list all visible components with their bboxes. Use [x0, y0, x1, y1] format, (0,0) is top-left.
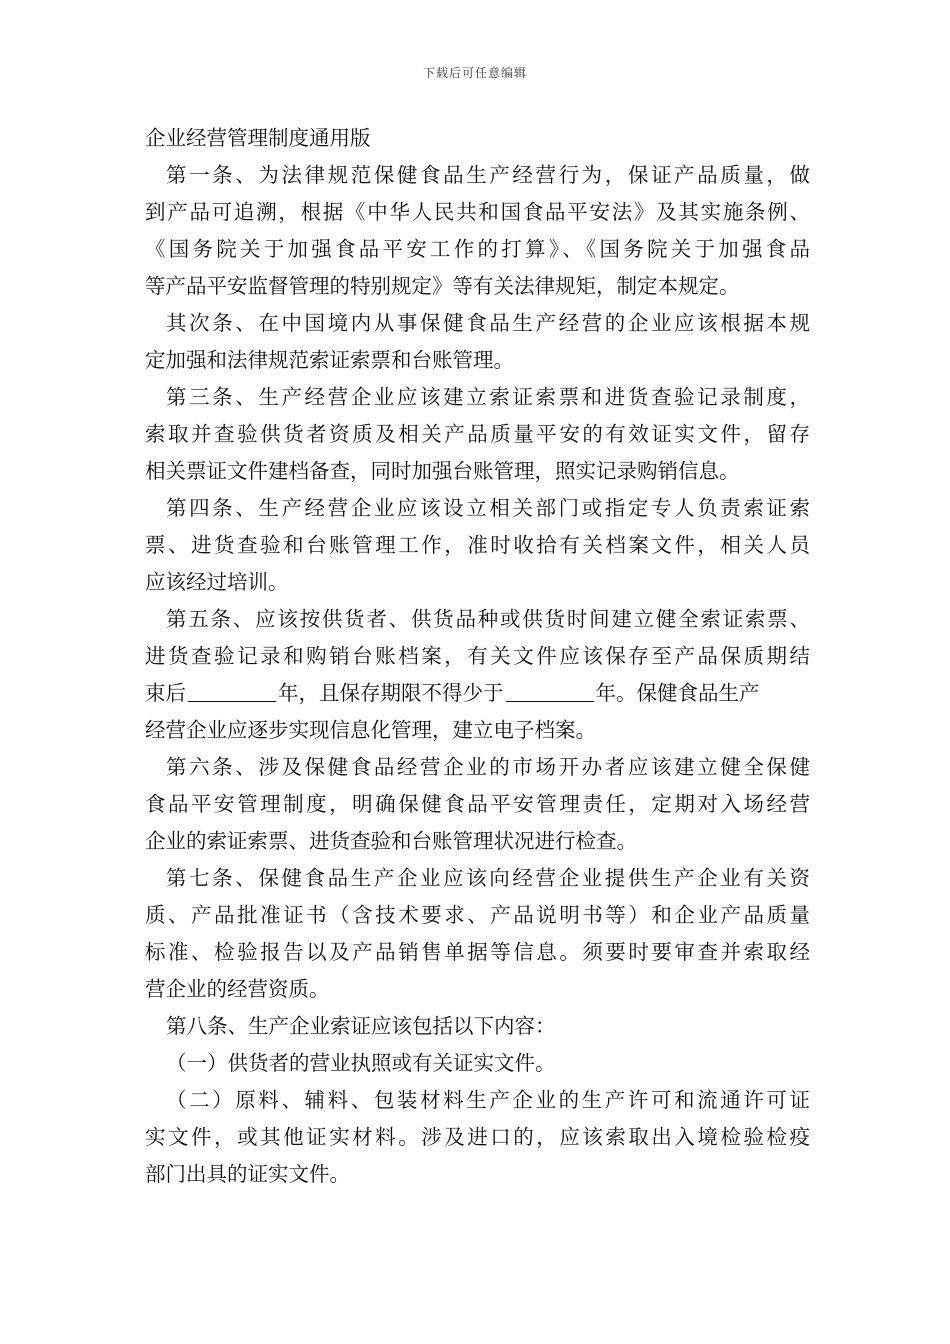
- text-line: 《国务院关于加强食品平安工作的打算》、《国务院关于加强食品: [145, 237, 810, 261]
- article-4: [145, 490, 810, 601]
- text-line: 定加强和法律规范索证索票和台账管理。: [145, 348, 514, 372]
- text-line: （一）供货者的营业执照或有关证实文件。: [166, 1051, 556, 1075]
- text-line: 第四条、生产经营企业应该设立相关部门或指定专人负责索证索: [166, 496, 810, 520]
- text-line: 第六条、涉及保健食品经营企业的市场开办者应该建立健全保健: [166, 755, 810, 779]
- text-line: 第一条、为法律规范保健食品生产经营行为，保证产品质量，做: [166, 163, 810, 187]
- article-8: [145, 1008, 810, 1045]
- header-note: 下载后可任意编辑: [422, 66, 527, 80]
- article-7: [145, 860, 810, 1008]
- text-line: 第八条、生产企业索证应该包括以下内容：: [166, 1014, 556, 1038]
- text-line: 食品平安管理制度，明确保健食品平安管理责任，定期对入场经营: [145, 792, 810, 816]
- article-8-item-1: [145, 1045, 810, 1082]
- article-1: [145, 157, 810, 305]
- text-line: 第三条、生产经营企业应该建立索证索票和进货查验记录制度，: [166, 385, 810, 409]
- text-line: 实文件，或其他证实材料。涉及进口的，应该索取出入境检验检疫: [145, 1125, 810, 1149]
- text-line: 营企业的经营资质。: [145, 977, 330, 1001]
- text-line: 索取并查验供货者资质及相关产品质量平安的有效证实文件，留存: [145, 422, 810, 446]
- text-line: 进货查验记录和购销台账档案，有关文件应该保存至产品保质期结: [145, 644, 810, 668]
- text-line: 其次条、在中国境内从事保健食品生产经营的企业应该根据本规: [166, 311, 810, 335]
- text-line: 第七条、保健食品生产企业应该向经营企业提供生产企业有关资: [166, 866, 810, 890]
- text-fragment: 年。保健食品生产: [595, 681, 760, 705]
- text-fragment: 年，且保存期限不得少于: [278, 681, 504, 705]
- text-line: 质、产品批准证书（含技术要求、产品说明书等）和企业产品质量: [145, 903, 810, 927]
- text-line: 票、进货查验和台账管理工作，准时收拾有关档案文件，相关人员: [145, 533, 810, 557]
- text-line: 经营企业应逐步实现信息化管理，建立电子档案。: [145, 718, 596, 742]
- article-6: [145, 749, 810, 860]
- text-line: 相关票证文件建档备查，同时加强台账管理，照实记录购销信息。: [145, 459, 740, 483]
- article-2: [145, 305, 810, 379]
- text-line: 等产品平安监督管理的特别规定》等有关法律规矩，制定本规定。: [145, 274, 740, 298]
- article-8-item-2: [145, 1082, 810, 1193]
- text-line: 到产品可追溯，根据《中华人民共和国食品平安法》及其实施条例、: [145, 200, 810, 224]
- text-fragment: 束后: [145, 681, 186, 705]
- article-5: [145, 601, 810, 749]
- text-line: 应该经过培训。: [145, 570, 289, 594]
- text-line: （二）原料、辅料、包装材料生产企业的生产许可和流通许可证: [166, 1088, 810, 1112]
- article-3: [145, 379, 810, 490]
- text-line: 标准、检验报告以及产品销售单据等信息。须要时要审查并索取经: [145, 940, 810, 964]
- fill-in-line: [145, 675, 810, 712]
- blank-field[interactable]: [506, 679, 594, 702]
- text-line: 企业的索证索票、进货查验和台账管理状况进行检查。: [145, 829, 637, 853]
- text-line: 部门出具的证实文件。: [145, 1162, 350, 1186]
- document-body: [145, 120, 810, 1193]
- document-title: 企业经营管理制度通用版: [145, 126, 371, 150]
- text-line: 第五条、应该按供货者、供货品种或供货时间建立健全索证索票、: [166, 607, 810, 631]
- blank-field[interactable]: [188, 679, 276, 702]
